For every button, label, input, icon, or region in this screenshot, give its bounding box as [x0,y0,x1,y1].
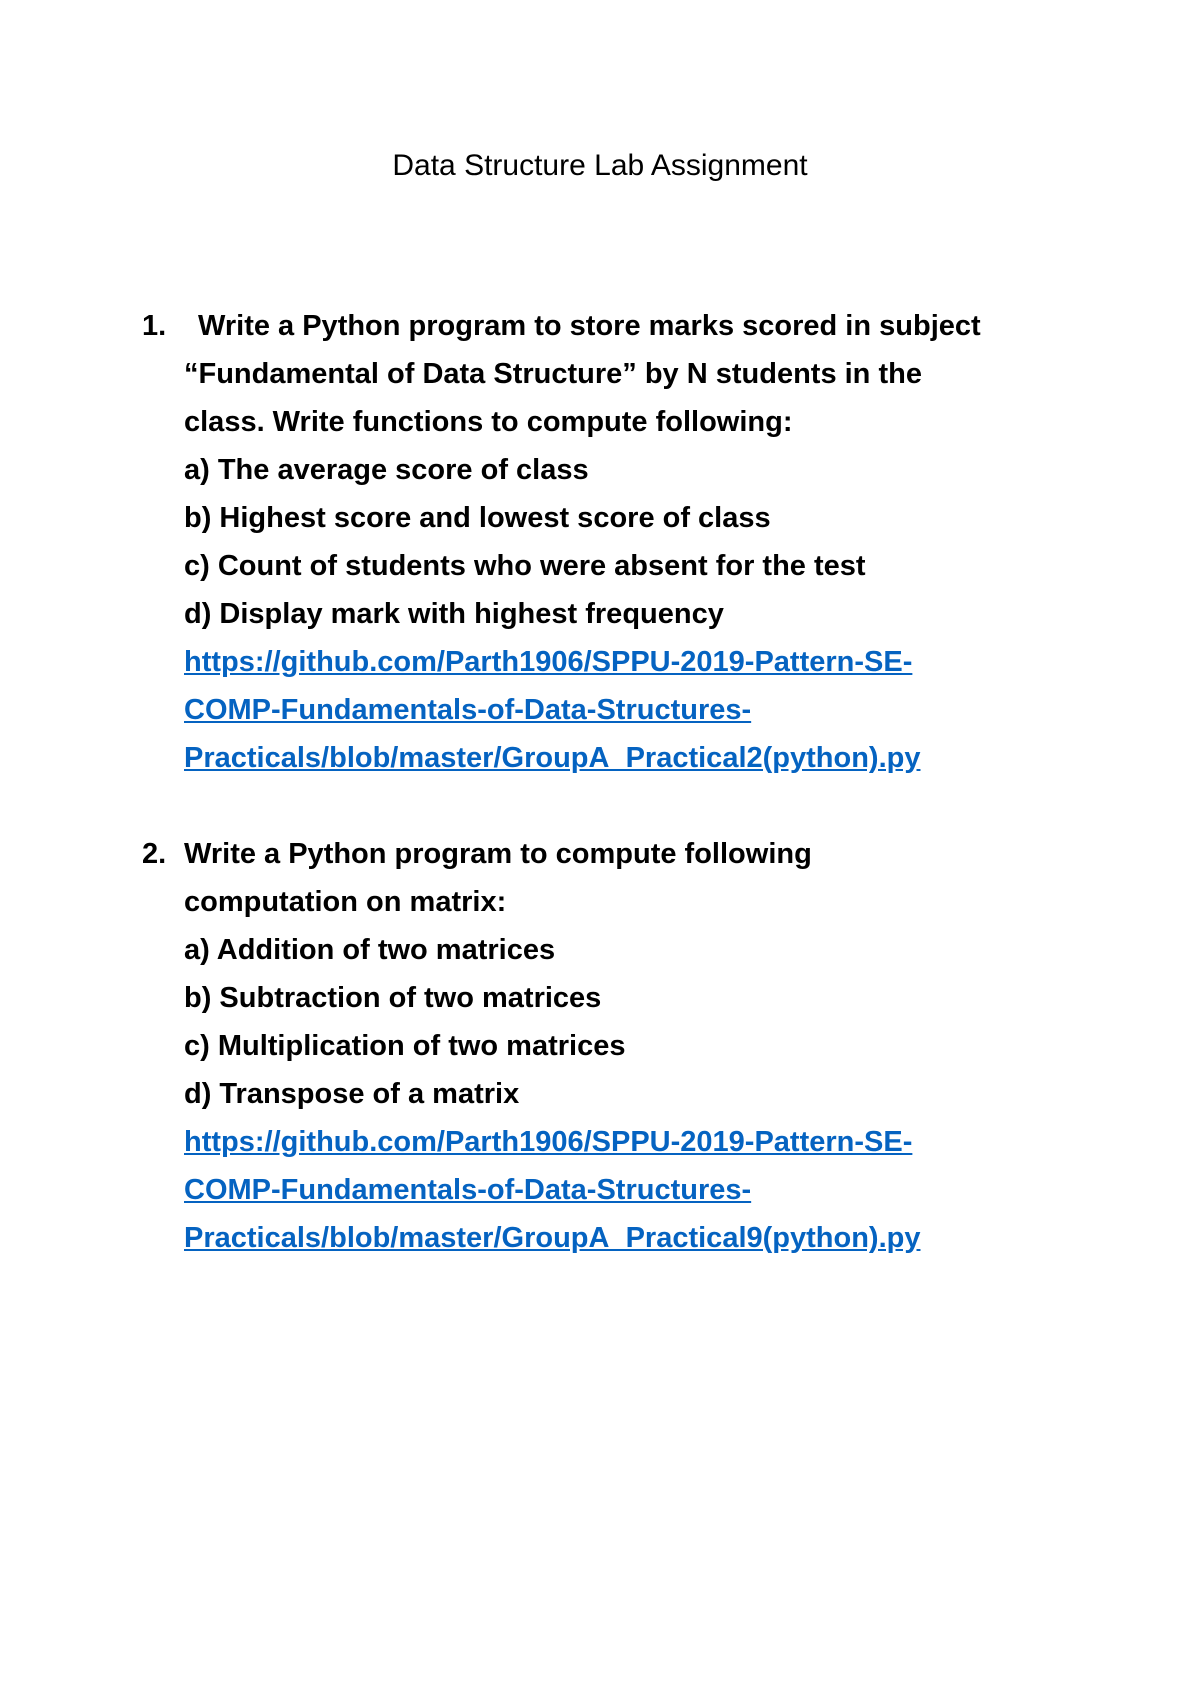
sub-item-a: a) The average score of class [184,454,589,486]
sub-item-c: c) Multiplication of two matrices [184,1030,626,1062]
question-text-line: Write a Python program to store marks scored in subject [198,310,981,342]
question-text-line: “Fundamental of Data Structure” by N students in the [184,358,922,390]
sub-item-b: b) Subtraction of two matrices [184,982,602,1014]
sub-item-d: d) Display mark with highest frequency [184,598,724,630]
github-link-line[interactable]: COMP-Fundamentals-of-Data-Structures- [184,1174,752,1206]
question-2 [142,830,1102,1262]
sub-item-c: c) Count of students who were absent for the test [184,550,866,582]
github-link-line[interactable]: https://github.com/Parth1906/SPPU-2019-Pattern-SE- [184,1126,913,1158]
question-body [184,830,1102,1262]
sub-item-b: b) Highest score and lowest score of class [184,502,771,534]
question-body [184,302,1102,782]
github-link-line[interactable]: Practicals/blob/master/GroupA_Practical2(python).py [184,742,921,774]
question-number: 2. [142,838,167,870]
sub-item-d: d) Transpose of a matrix [184,1078,520,1110]
document-title: Data Structure Lab Assignment [392,149,808,182]
sub-item-a: a) Addition of two matrices [184,934,556,966]
question-number: 1. [142,310,167,342]
question-text-line: computation on matrix: [184,886,507,918]
question-text-line: Write a Python program to compute following [184,838,812,870]
github-link-line[interactable]: https://github.com/Parth1906/SPPU-2019-Pattern-SE- [184,646,913,678]
github-link-line[interactable]: Practicals/blob/master/GroupA_Practical9(python).py [184,1222,921,1254]
question-1 [142,302,1102,782]
github-link-line[interactable]: COMP-Fundamentals-of-Data-Structures- [184,694,752,726]
question-text-line: class. Write functions to compute following: [184,406,793,438]
